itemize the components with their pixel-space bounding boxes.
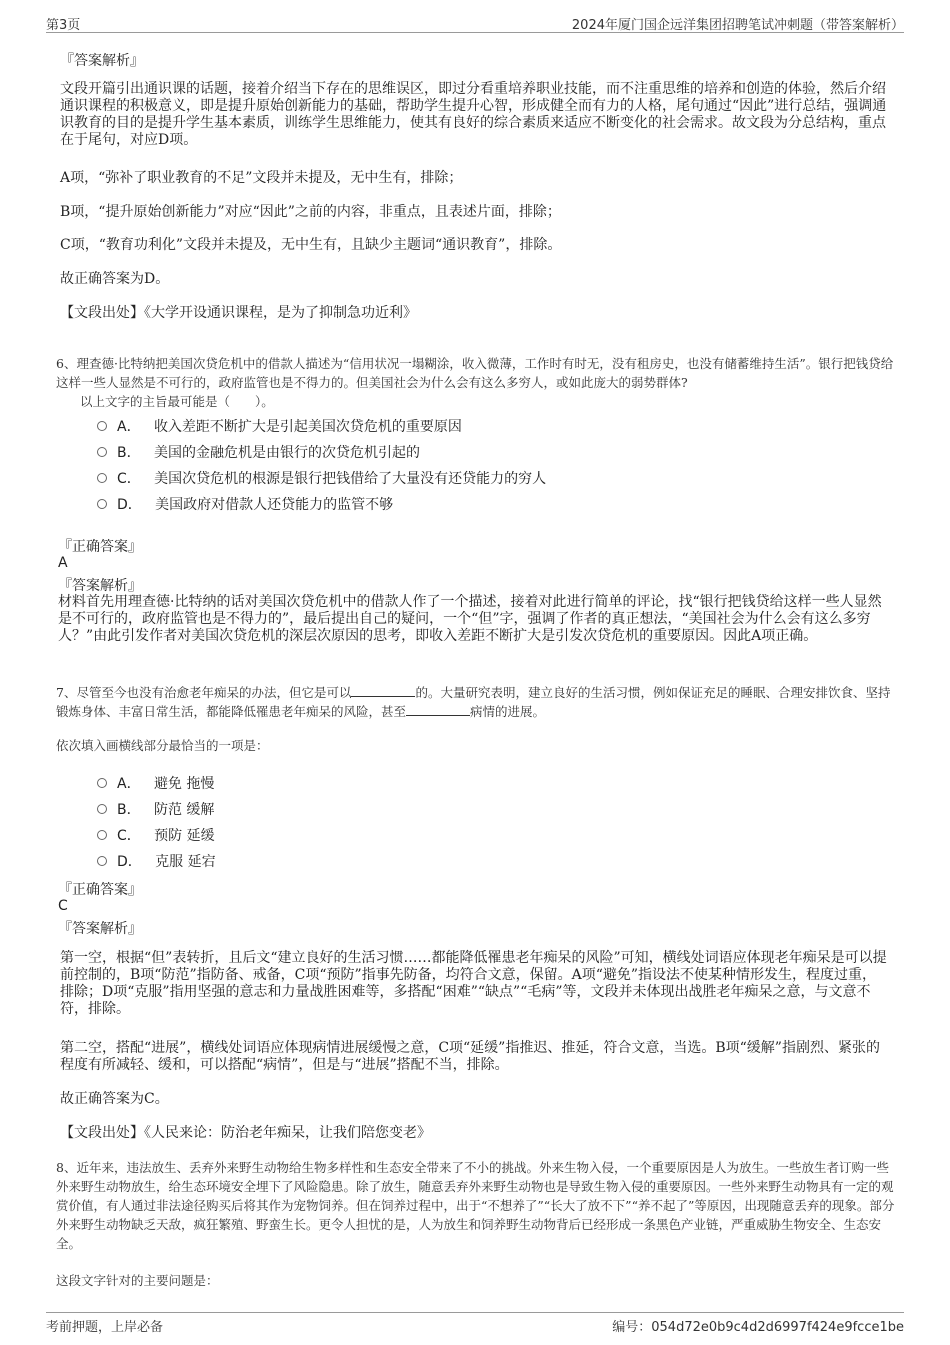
q7-correct-value: C xyxy=(58,898,68,914)
q7-blank-2 xyxy=(406,702,470,716)
q6-option-a[interactable] xyxy=(97,416,462,436)
q6-stem: 6、理查德·比特纳把美国次贷危机中的借款人描述为“信用状况一塌糊涂，收入微薄，工作时有时无，没有租房史，也没有储蓄维持生活”。银行把钱贷给这样一些人显然是不可行的，政府监管也是不得力的。但美国社会为什么会有这么多穷人，或如此庞大的弱势群体? xyxy=(56,356,894,390)
q6-option-b[interactable] xyxy=(97,442,420,462)
page-number: 第3页 xyxy=(46,18,81,33)
q6-option-c[interactable] xyxy=(97,468,546,488)
q5-source: 【文段出处】《大学开设通识课程，是为了抑制急功近利》 xyxy=(60,305,417,321)
q7-analysis-paragraph-1: 第一空，根据“但”表转折，且后文“建立良好的生活习惯……都能降低罹患老年痴呆的风险”可知，横线处词语应体现老年痴呆是可以提前控制的，B项“防范”指防备、戒备，C项“预防”指事先防备，均符合文意，保留。A项“避免”指设法不使某种情形发生，程度过重，排除；D项“克服”指用坚强的意志和力量战胜困难等，多搭配“困难”“缺点”“毛病”等，文段并未体现出战胜老年痴呆之意，与文意不符，排除。 xyxy=(60,950,887,1017)
option-label: D． xyxy=(117,497,142,513)
document-id: 编号：054d72e0b9c4d2d6997f424e9fcce1be xyxy=(612,1320,904,1335)
option-label: B． xyxy=(117,445,141,461)
q7-option-a[interactable] xyxy=(97,773,214,793)
q7-stem-part2: 的。大量研究表明，建立良好的生活习惯，例如保证充足的睡眠、合理安排饮食、坚持锻炼身体、丰富日常生活，都能降低罹患老年痴呆的风险，甚至 xyxy=(56,685,891,719)
option-text: 收入差距不断扩大是引起美国次贷危机的重要原因 xyxy=(153,419,462,435)
q8-prompt: 这段文字针对的主要问题是： xyxy=(56,1273,219,1288)
q5-analysis-paragraph: 文段开篇引出通识课的话题，接着介绍当下存在的思维误区，即过分看重培养职业技能，而不注重思维的培养和创造的体验，然后介绍通识课程的积极意义，即是提升原始创新能力的基础，帮助学生提升心智，形成健全而有力的人格，尾句通过“因此”进行总结，强调通识教育的目的是提升学生基本素质，训练学生思维能力，使其有良好的综合素质来适应不断变化的社会需求。故文段为分总结构，重点在于尾句，对应D项。 xyxy=(60,81,887,148)
radio-button[interactable] xyxy=(97,804,107,814)
page-footer xyxy=(46,1312,904,1335)
radio-button[interactable] xyxy=(97,421,107,431)
q6-correct-value: A xyxy=(58,555,68,571)
q7-analysis-label: 『答案解析』 xyxy=(58,921,142,937)
q7-conclusion: 故正确答案为C。 xyxy=(60,1091,169,1107)
q7-stem xyxy=(56,683,898,721)
option-label: C． xyxy=(117,471,141,487)
radio-button[interactable] xyxy=(97,856,107,866)
radio-button[interactable] xyxy=(97,499,107,509)
q6-prompt: 以上文字的主旨最可能是（ ）。 xyxy=(80,394,274,409)
option-label: B． xyxy=(117,802,141,818)
option-text: 预防 延缓 xyxy=(154,828,215,844)
q7-option-b[interactable] xyxy=(97,799,214,819)
q5-conclusion: 故正确答案为D。 xyxy=(60,271,170,287)
option-label: D． xyxy=(117,854,142,870)
q7-option-d[interactable] xyxy=(97,851,216,871)
q5-analysis-label: 『答案解析』 xyxy=(60,53,144,69)
q7-blank-1 xyxy=(351,683,415,697)
q6-analysis-label: 『答案解析』 xyxy=(58,578,142,594)
radio-button[interactable] xyxy=(97,447,107,457)
q7-stem-part1: 7、尽管至今也没有治愈老年痴呆的办法，但它是可以 xyxy=(56,685,352,700)
q7-correct-label: 『正确答案』 xyxy=(58,882,142,898)
option-text: 防范 缓解 xyxy=(153,802,215,818)
q7-option-c[interactable] xyxy=(97,825,215,845)
q7-source: 【文段出处】《人民来论：防治老年痴呆，让我们陪您变老》 xyxy=(60,1125,431,1141)
footer-slogan: 考前押题，上岸必备 xyxy=(46,1320,164,1335)
document-title: 2024年厦门国企远洋集团招聘笔试冲刺题（带答案解析） xyxy=(571,18,904,33)
page-header xyxy=(46,12,904,33)
option-label: A． xyxy=(117,419,141,435)
q6-correct-label: 『正确答案』 xyxy=(58,539,142,555)
q7-analysis-paragraph-2: 第二空，搭配“进展”，横线处词语应体现病情进展缓慢之意，C项“延缓”指推迟、推延，符合文意，当选。B项“缓解”指剧烈、紧张的程度有所减轻、缓和，可以搭配“病情”，但是与“进展”搭配不当，排除。 xyxy=(60,1040,880,1073)
radio-button[interactable] xyxy=(97,778,107,788)
q5-option-c-analysis: C项，“教育功利化”文段并未提及，无中生有，且缺少主题词“通识教育”，排除。 xyxy=(60,237,562,253)
option-text: 美国次贷危机的根源是银行把钱借给了大量没有还贷能力的穷人 xyxy=(154,471,547,487)
q6-analysis: 材料首先用理查德·比特纳的话对美国次贷危机中的借款人作了一个描述，接着对此进行简单的评论，找“银行把钱贷给这样一些人显然是不可行的，政府监管也是不得力的”，最后提出自己的疑问，一个“但”字，强调了作者的真正想法，“美国社会为什么会有这么多穷人？”由此引发作者对美国次贷危机的深层次原因的思考，即收入差距不断扩大是引发次贷危机的重要原因。因此A项正确。 xyxy=(58,594,882,644)
option-text: 美国政府对借款人还贷能力的监管不够 xyxy=(155,497,394,513)
option-text: 美国的金融危机是由银行的次贷危机引起的 xyxy=(153,445,420,461)
q7-stem-part3: 病情的进展。 xyxy=(470,704,546,719)
option-label: C． xyxy=(117,828,141,844)
option-label: A． xyxy=(117,776,141,792)
q5-option-a-analysis: A项，“弥补了职业教育的不足”文段并未提及，无中生有，排除； xyxy=(60,170,463,186)
q5-option-b-analysis: B项，“提升原始创新能力”对应“因此”之前的内容，非重点，且表述片面，排除； xyxy=(60,204,561,220)
option-text: 克服 延宕 xyxy=(155,854,216,870)
radio-button[interactable] xyxy=(97,830,107,840)
q7-prompt: 依次填入画横线部分最恰当的一项是： xyxy=(56,738,269,753)
option-text: 避免 拖慢 xyxy=(153,776,215,792)
q6-option-d[interactable] xyxy=(97,494,393,514)
q8-stem: 8、近年来，违法放生、丢弃外来野生动物给生物多样性和生态安全带来了不小的挑战。外来生物入侵，一个重要原因是人为放生。一些放生者订购一些外来野生动物放生，给生态环境安全埋下了风险隐患。除了放生，随意丢弃外来野生动物也是导致生物入侵的重要原因。一些外来野生动物具有一定的观赏价值，有人通过非法途径购买后将其作为宠物饲养。但在饲养过程中，出于“不想养了”“长大了放不下”“养不起了”等原因，出现随意丢弃的现象。部分外来野生动物缺乏天敌，疯狂繁殖、野蛮生长。更令人担忧的是，人为放生和饲养野生动物背后已经形成一条黑色产业链，严重威胁生物安全、生态安全。 xyxy=(56,1160,895,1251)
radio-button[interactable] xyxy=(97,473,107,483)
